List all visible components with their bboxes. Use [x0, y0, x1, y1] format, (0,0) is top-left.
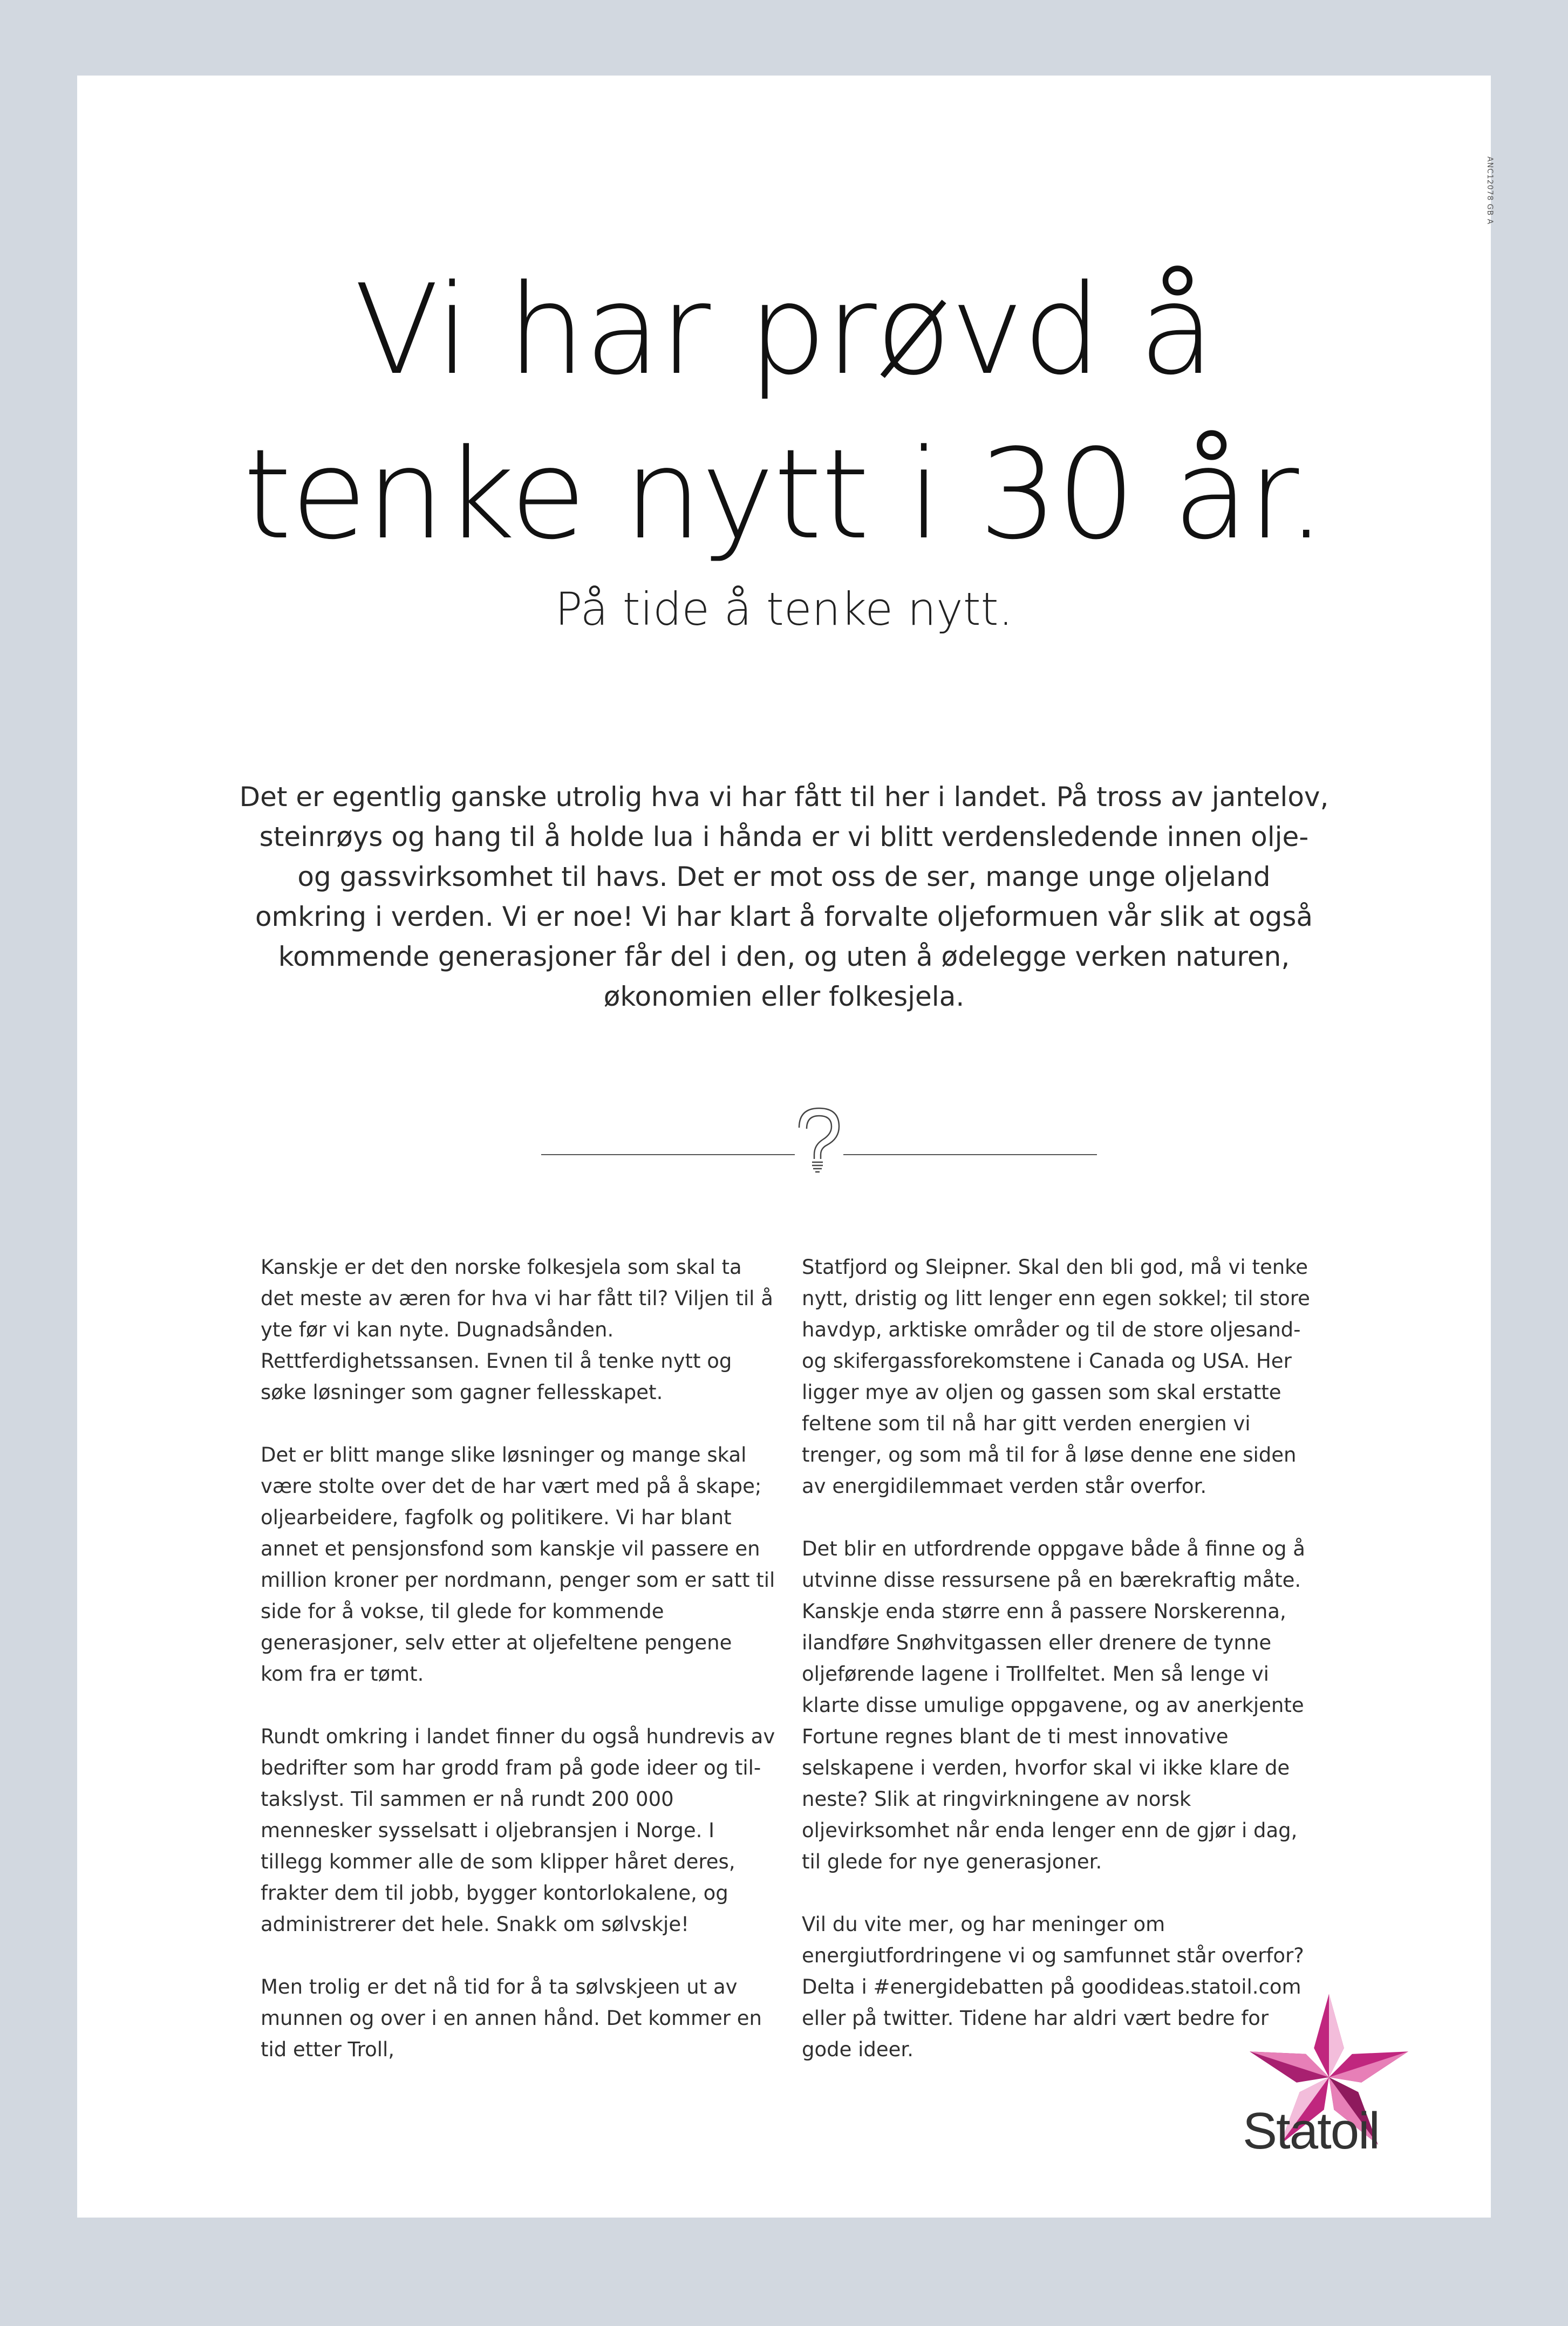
body-paragraph: Det blir en utfordrende oppgave både å finne og å utvinne disse ressursene på en bærekraftig måte. Kanskje enda større enn å passere Norskerenna, ilandføre Snøhvitgassen eller drenere de tynne oljeførende lagene i Trollfeltet. Men så lenge vi klarte disse umulige oppgavene, og av anerkjente Fortune regnes blant de ti mest innovative selskapene i verden, hvorfor skal vi ikke klare de neste? Slik at ringvirkningene av norsk oljevirksomhet når enda lenger enn de gjør i dag, til glede for nye generasjoner. — [802, 1537, 1305, 1873]
body-paragraph: Det er blitt mange slike løsninger og mange skal være stolte over det de har vært med på å skape; oljearbeidere, fagfolk og politikere. Vi har blant annet et pensjonsfond som kanskje vil passere en million kroner per nordmann, penger som er satt til side for å vokse, til glede for kommende generasjoner, selv etter at oljefeltene pengene kom fra er tømt. — [261, 1443, 775, 1686]
body-column-right — [802, 1252, 1320, 2097]
question-lightbulb-divider — [541, 1101, 1097, 1176]
body-paragraph: Rundt omkring i landet finner du også hundrevis av bedrifter som har grodd fram på gode ideer og til-takslyst. Til sammen er nå rundt 200 000 mennesker sysselsatt i oljebransjen i Norge. I tillegg kommer alle de som klipper håret deres, frakter dem til jobb, bygger kontorlokalene, og administrerer det hele. Snakk om sølvskje! — [261, 1725, 775, 1936]
headline-line-2: tenke nytt i 30 år. — [243, 423, 1325, 567]
body-column-left — [261, 1252, 779, 2097]
print-code: ANC12078 GB A — [1485, 156, 1494, 225]
question-lightbulb-icon — [799, 1108, 839, 1172]
body-paragraph: Men trolig er det nå tid for å ta sølvskjeen ut av munnen og over i en annen hånd. Det kommer en tid etter Troll, — [261, 1975, 762, 2061]
body-paragraph: Vil du vite mer, og har meninger om energiutfordringene vi og samfunnet står overfor? Delta i #energidebatten på goodideas.statoil.com eller på twitter. Tidene har aldri vært bedre for gode ideer. — [802, 1913, 1304, 2061]
headline-line-1: Vi har prøvd å — [354, 258, 1214, 403]
advertisement-page — [77, 76, 1494, 2218]
headline — [77, 248, 1491, 577]
body-paragraph: Statfjord og Sleipner. Skal den bli god, må vi tenke nytt, dristig og litt lenger enn egen sokkel; til store havdyp, arktiske områder og til de store oljesand- og skifergassforekomstene i Canada og USA. Her ligger mye av oljen og gassen som skal erstatte feltene som til nå har gitt verden energien vi trenger, og som må til for å løse denne ene siden av energidilemmaet verden står overfor. — [802, 1256, 1310, 1498]
lead-paragraph: Det er egentlig ganske utrolig hva vi har fått til her i landet. På tross av jantelov, steinrøys og hang til å holde lua i hånda er vi blitt verdensledende innen olje- og gassvirksomhet til havs. Det er mot oss de ser, mange unge oljeland omkring i verden. Vi er noe! Vi har klart å forvalte oljeformuen vår slik at også kommende generasjoner får del i den, og uten å ødelegge verken naturen, økonomien eller folkesjela. — [239, 781, 1329, 1012]
subheadline: På tide å tenke nytt. — [555, 583, 1013, 636]
body-paragraph: Kanskje er det den norske folkesjela som skal ta det meste av æren for hva vi har fått til? Viljen til å yte før vi kan nyte. Dugnadsånden. Rettferdighetssansen. Evnen til å tenke nytt og søke løsninger som gagner fellesskapet. — [261, 1256, 773, 1404]
statoil-logo-text: Statoil — [1243, 2102, 1379, 2160]
